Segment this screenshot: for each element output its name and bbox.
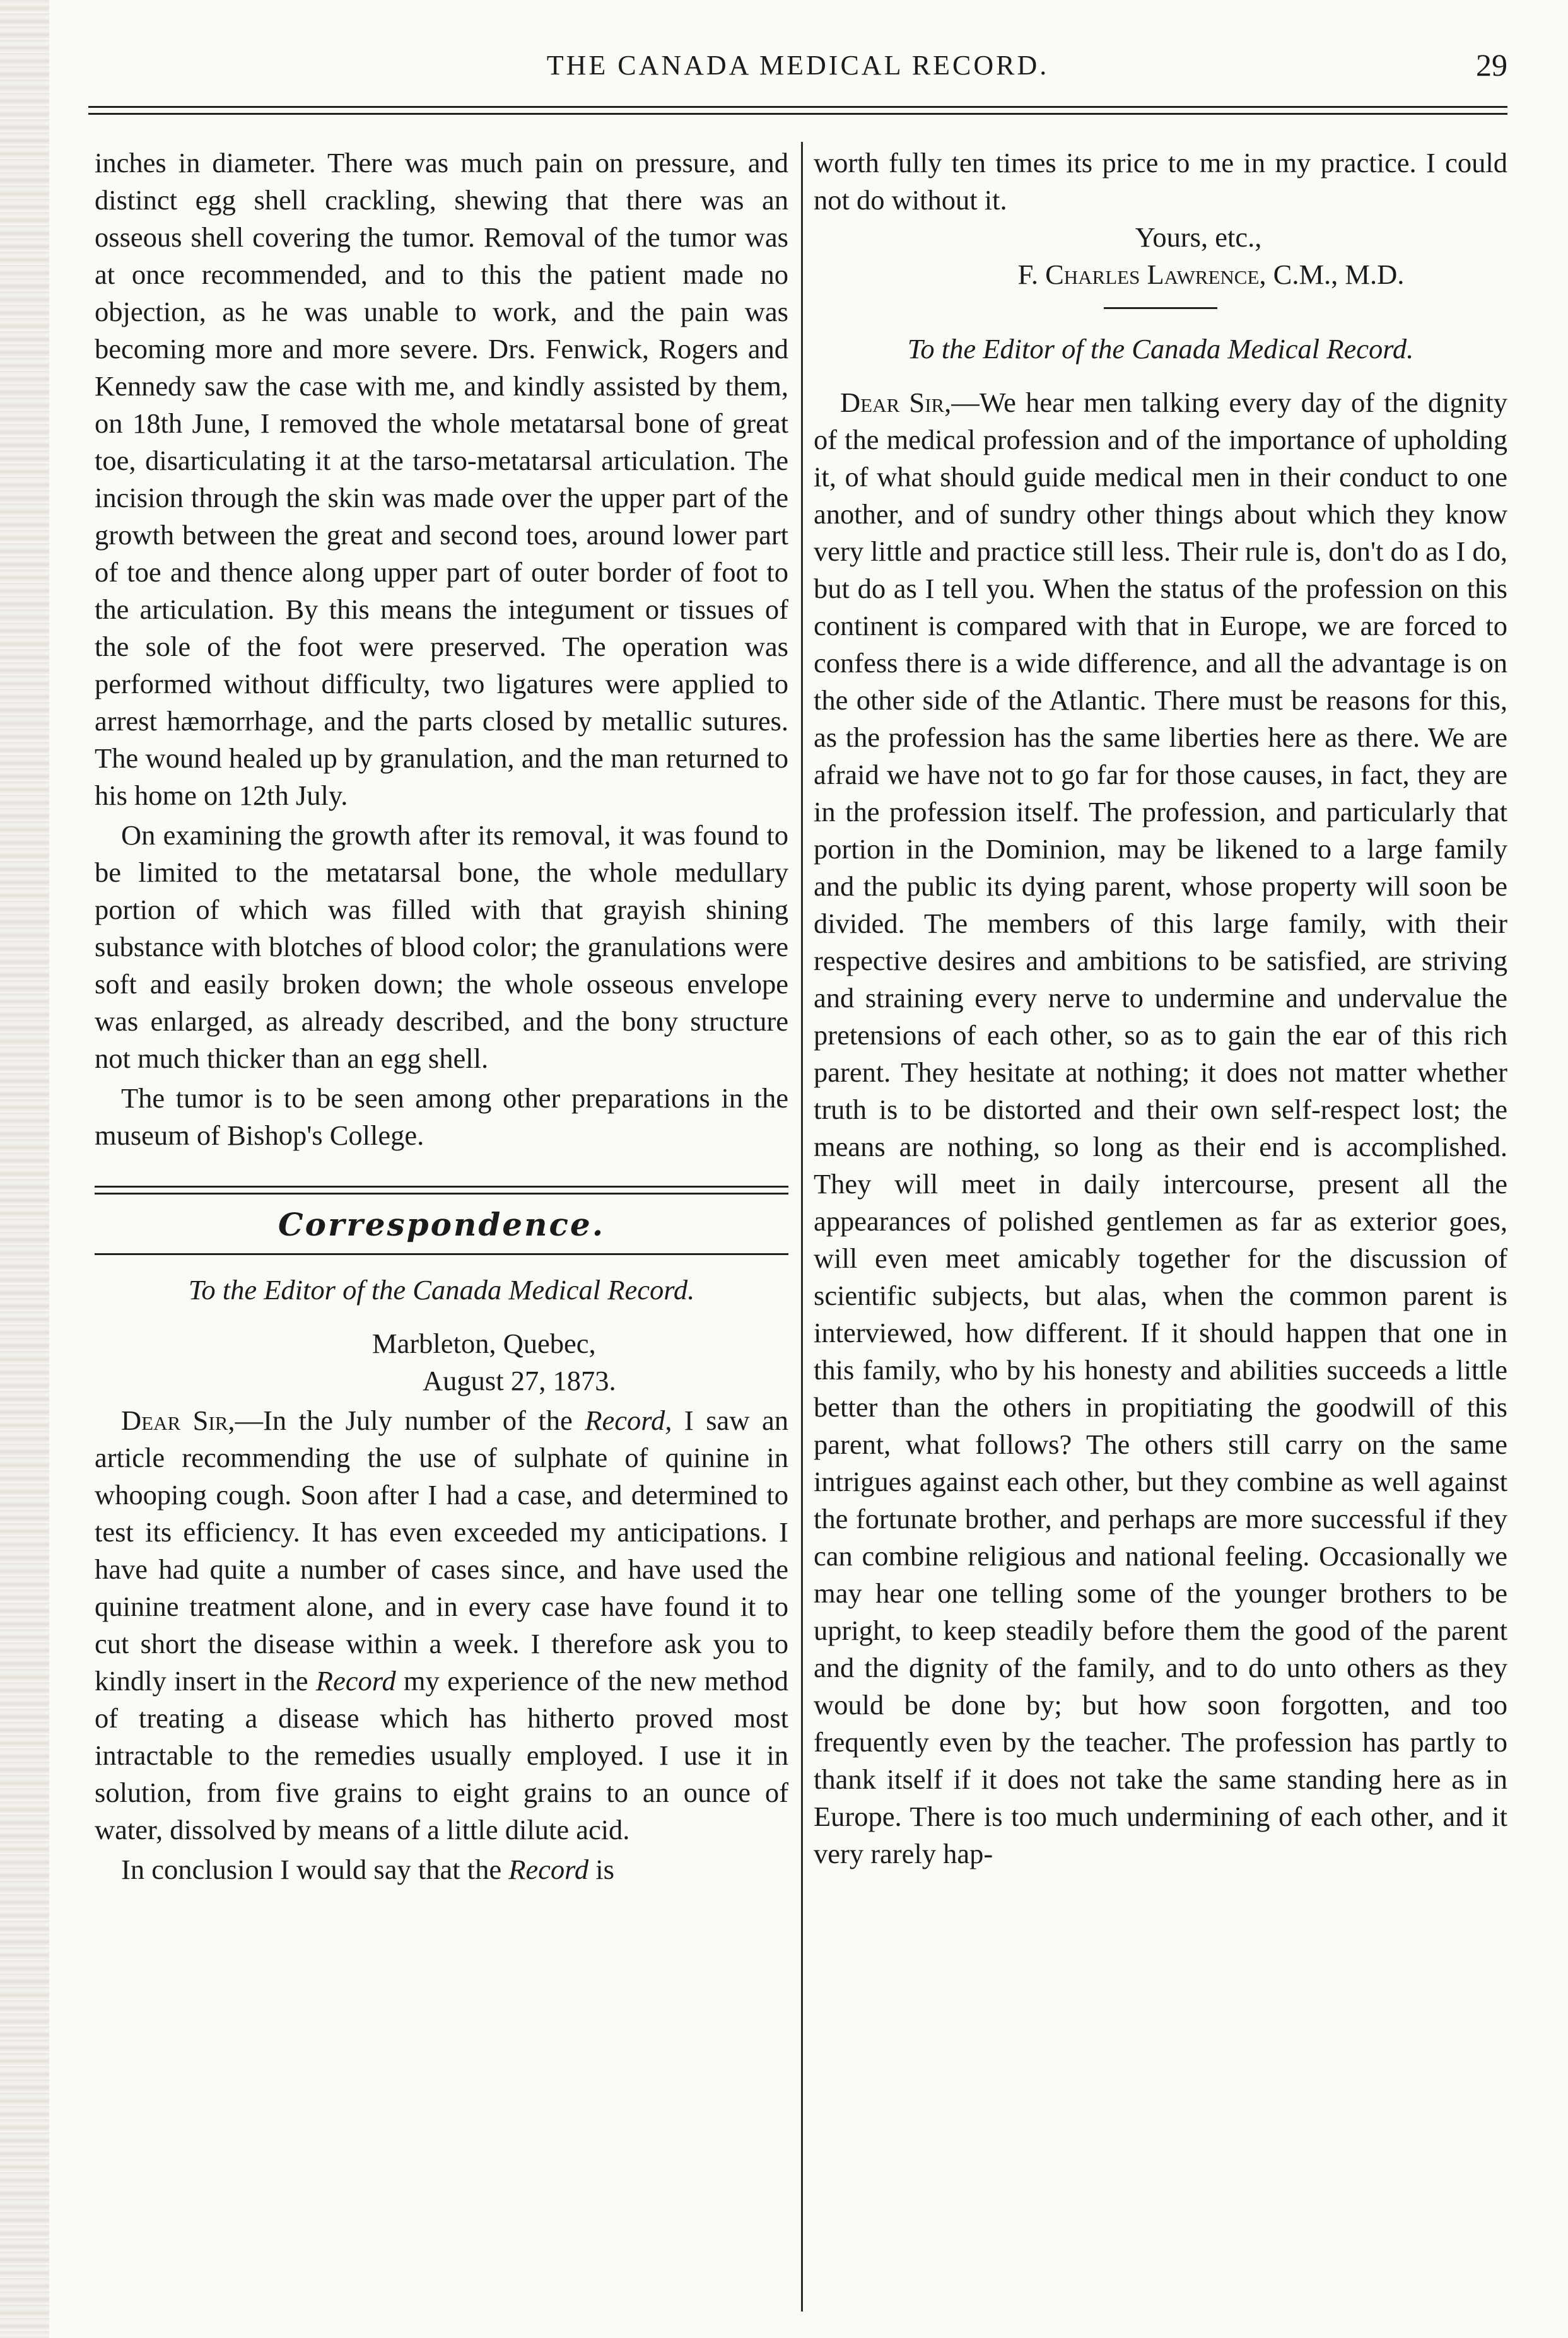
right-letter-text: —We hear men talking every day of the dignity of the medical profession and of the importance of upholding it, of what should guide medical men in their conduct to one another, and of sundry other things about which they know very little and practice still less. Their rule is, don't do as I do, but do as I tell you. When the status of the profession on this continent is compared with that in Europe, we are forced to confess there is a wide difference, and all the advantage is on the other side of the Atlantic. There must be reasons for this, as the profession has the same liberties here as there. We are afraid we have not to go far for those causes, in fact, they are in the profession itself. The profession, and particularly that portion in the Dominion, may be likened to a large family and the public its dying parent, whose property will soon be divided. The members of this large family, with their respective desires and ambitions to be satisfied, are striving and straining every nerve to undermine and undervalue the pretensions of each other, so as to gain the ear of this rich parent. They hesitate at nothing; it does not matter whether truth is to be distorted and their own self-respect lost; the means are nothing, so long as their end is accomplished. They will meet in daily intercourse, present all the appearances of polished gentlemen as far as exterior goes, will even meet amicably together for the discussion of scientific subjects, but alas, when the common parent is interviewed, how different. If it should happen that one in this family, who by his honesty and abilities succeeds a little better than the others in propitiating the goodwill of this parent, what follows? The others still carry on the same intrigues against each other, but they combine as well against the fortunate brother, and perhaps are more successful if they can combine religious and national feeling. Occasionally we may hear one telling some of the younger brothers to be upright, to keep steadily before them the good of the parent and the dignity of the family, and to do unto others as they would be done by; but how soon forgotten, and too frequently even by the teacher. The profession has partly to thank itself if it does not take the same standing here as in Europe. There is too much undermining of each other, and it very rarely hap- bbox=[814, 387, 1507, 1869]
record-ref: Record bbox=[508, 1854, 589, 1885]
conclusion-text-a: In conclusion I would say that the bbox=[121, 1854, 509, 1885]
right-letter-body bbox=[814, 384, 1507, 1873]
section-rule bbox=[95, 1186, 788, 1195]
editor-line: To the Editor of the Canada Medical Record. bbox=[188, 1274, 695, 1306]
letter-place: Marbleton, Quebec, bbox=[372, 1328, 596, 1359]
header-rule bbox=[88, 106, 1507, 115]
letter-date: August 27, 1873. bbox=[423, 1365, 616, 1396]
conclusion-text-b: is bbox=[588, 1854, 614, 1885]
left-letter-body bbox=[95, 1402, 788, 1849]
signature: F. Charles Lawrence, C.M., M.D. bbox=[1017, 259, 1405, 290]
salutation: Dear Sir, bbox=[840, 387, 952, 418]
letter-text-c: my experience of the new method of treating a disease which has hitherto proved most intractable to the remedies usually employed. I use it in solution, from five grains to eight grains to an ounce of water, dissolved by means of a little dilute acid. bbox=[95, 1665, 788, 1845]
letter-separator bbox=[1104, 307, 1217, 309]
left-column bbox=[95, 142, 788, 1888]
letter-text-b: I saw an article recommending the use of sulphate of quinine in whooping cough. Soon after I had a case, and determined to test its efficiency. It has even exceeded my anticipations. I have had quite a number of cases since, and have used the quinine treatment alone, and in every case have found it to cut short the disease within a week. I therefore ask you to kindly insert in the bbox=[95, 1405, 788, 1697]
left-paragraph-2: On examining the growth after its removal, it was found to be limited to the metatarsal bone, the whole medullary portion of which was filled with that grayish shining substance with blotches of blood color; the granulations were soft and easily broken down; the whole osseous envelope was enlarged, as already described, and the bony structure not much thicker than an egg shell. bbox=[95, 819, 788, 1074]
right-paragraph-1: worth fully ten times its price to me in my practice. I could not do without it. bbox=[814, 147, 1507, 216]
salutation: Dear Sir, bbox=[121, 1405, 235, 1436]
page-edge bbox=[0, 0, 49, 2338]
letter-text-a: —In the July number of the bbox=[235, 1405, 585, 1436]
left-paragraph-1: inches in diameter. There was much pain on pressure, and distinct egg shell crackling, shewing that there was an osseous shell covering the tumor. Removal of the tumor was at once recommended, and to this the patient made no objection, as he was unable to work, and the pain was becoming more and more severe. Drs. Fenwick, Rogers and Kennedy saw the case with me, and kindly assisted by them, on 18th June, I removed the whole metatarsal bone of great toe, disarticulating it at the tarso-metatarsal articulation. The incision through the skin was made over the upper part of the growth between the great and second toes, around lower part of toe and thence along upper part of outer border of foot to the articulation. By this means the integument or tissues of the sole of the foot were preserved. The operation was performed without difficulty, two ligatures were applied to arrest hæmorrhage, and the parts closed by metallic sutures. The wound healed up by granulation, and the man returned to his home on 12th July. bbox=[95, 147, 788, 811]
page-number: 29 bbox=[1476, 47, 1507, 83]
editor-line: To the Editor of the Canada Medical Record. bbox=[907, 333, 1414, 365]
page-header bbox=[88, 49, 1507, 93]
left-conclusion bbox=[95, 1851, 788, 1888]
section-underline bbox=[95, 1253, 788, 1255]
section-heading: Correspondence. bbox=[278, 1206, 606, 1243]
record-ref: Record bbox=[315, 1665, 396, 1697]
column-divider bbox=[801, 142, 803, 2312]
right-column bbox=[814, 142, 1507, 1873]
running-title: THE CANADA MEDICAL RECORD. bbox=[546, 50, 1050, 81]
record-ref: Record, bbox=[585, 1405, 672, 1436]
left-paragraph-3: The tumor is to be seen among other preparations in the museum of Bishop's College. bbox=[95, 1082, 788, 1151]
closing: Yours, etc., bbox=[1135, 221, 1262, 253]
